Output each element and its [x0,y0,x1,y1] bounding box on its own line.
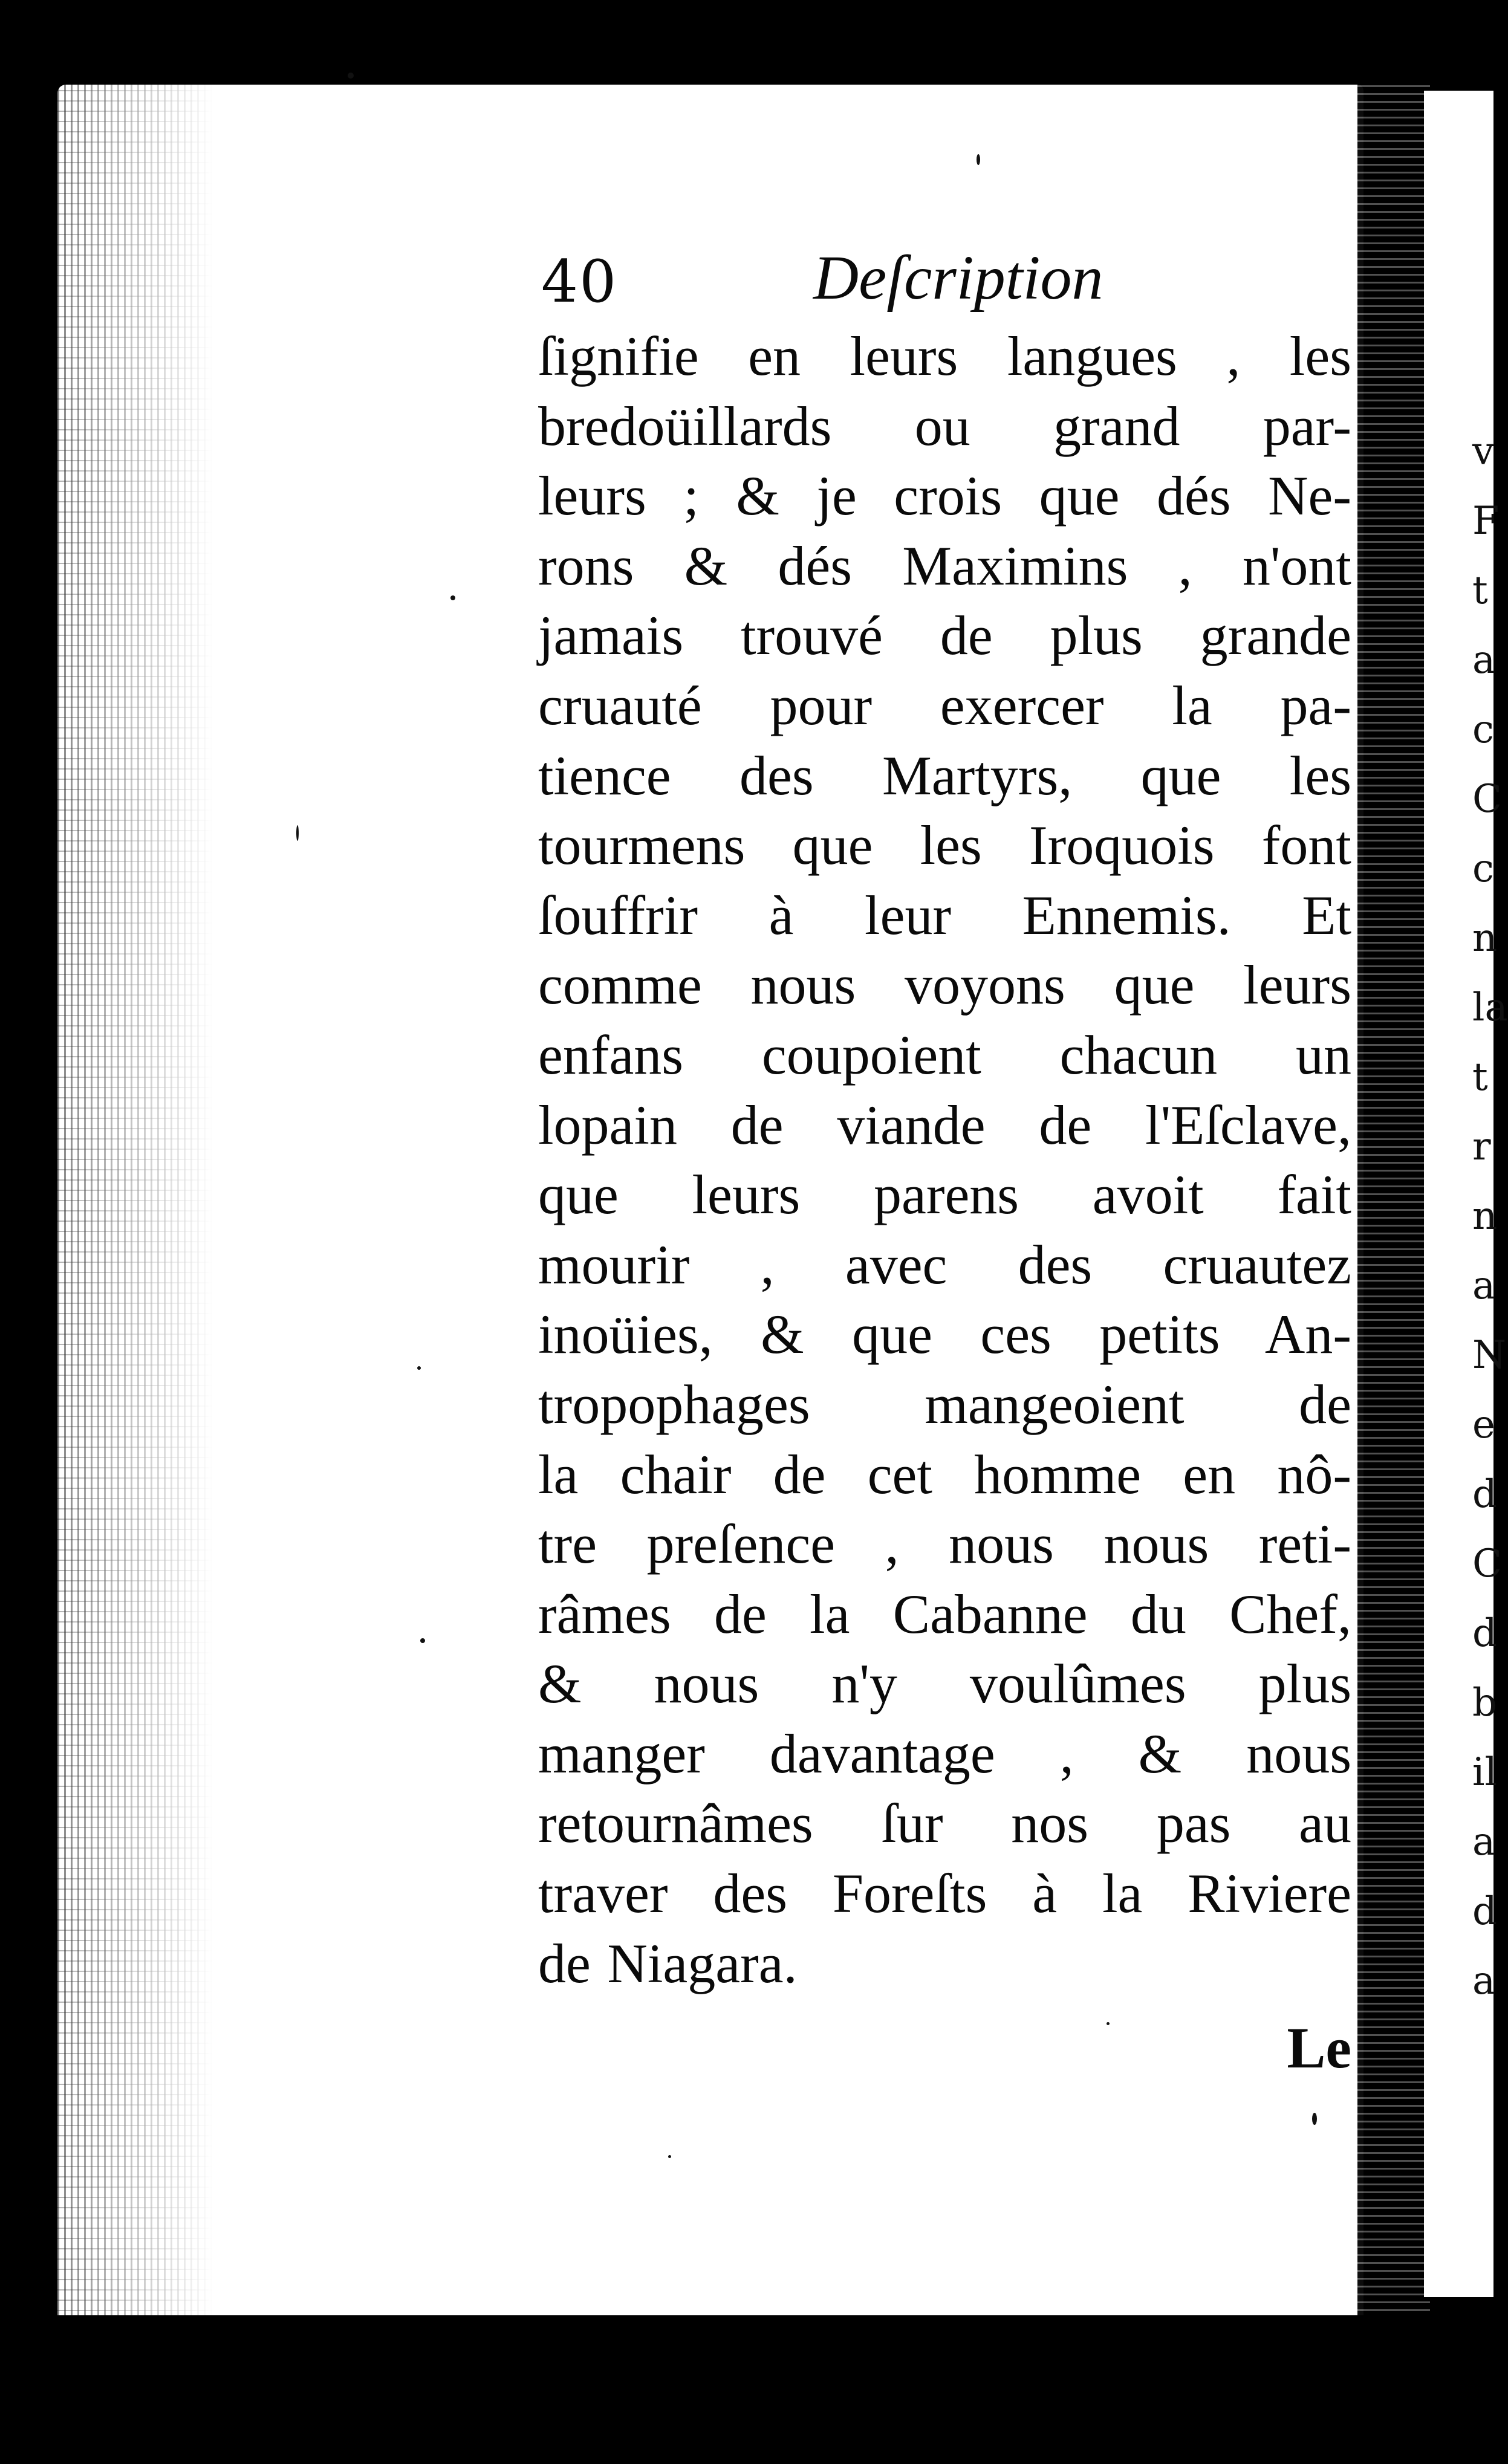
facing-page-letter: C [1472,1542,1502,1586]
facing-page-letter: n [1472,916,1498,961]
facing-page-letter: d [1472,1472,1497,1517]
facing-page-letter: t [1472,1055,1488,1100]
running-title: Deſcription [813,243,1103,313]
dust-speck [420,1638,425,1643]
page-number: 40 [541,248,618,316]
facing-page-letter: t [1472,568,1488,613]
text-line: la chair de cet homme en nô- [538,1443,1351,1505]
text-line: enfans coupoient chacun un [538,1023,1351,1086]
text-line: tience des Martyrs, que les [538,744,1351,806]
facing-page-letter: c [1472,846,1494,891]
dust-speck [668,2155,671,2158]
text-line: comme nous voyons que leurs [538,954,1351,1016]
dust-speck [417,1366,421,1370]
text-line: traver des Foreſts à la Riviere [538,1863,1351,1925]
facing-page-letter: v [1472,429,1495,474]
text-line: inoüies, & que ces petits An- [538,1303,1351,1366]
text-line: tre preſence , nous nous reti- [538,1513,1351,1575]
facing-page-letter: n [1472,1194,1498,1239]
dust-speck [977,154,980,165]
text-line: mourir , avec des cruautez [538,1233,1351,1295]
facing-page-letter: d [1472,1611,1497,1656]
dust-speck [1107,2022,1110,2025]
facing-page-letter: b [1472,1681,1497,1725]
text-line: ſouffrir à leur Ennemis. Et [538,884,1351,946]
text-line: ſignifie en leurs langues , les [538,325,1351,387]
text-line: de Niagara. [538,1932,798,1994]
page-text-block [538,242,1351,2080]
book-spine [1357,85,1430,2321]
text-line: que leurs parens avoit fait [538,1164,1351,1226]
text-line: manger davantage , & nous [538,1722,1351,1785]
text-line: & nous n'y voulûmes plus [538,1653,1351,1715]
facing-page-letter: la [1472,985,1508,1030]
facing-page-letter: a [1472,1820,1496,1864]
dust-speck [450,595,455,600]
text-line: rons & dés Maximins , n'ont [538,534,1351,597]
dust-speck [348,73,354,79]
page-gutter-shadow [57,85,215,2321]
catchword: Le [1287,2015,1351,2080]
text-line: leurs ; & je crois que dés Ne- [538,465,1351,527]
facing-page-letter: c [1472,707,1494,752]
dust-speck [1312,2113,1317,2125]
facing-page-letter: e [1472,1402,1495,1447]
text-line: cruauté pour exercer la pa- [538,674,1351,736]
text-line: retournâmes ſur nos pas au [538,1792,1351,1855]
facing-page-letter: a [1472,638,1496,682]
facing-page-letter: C [1472,777,1502,822]
facing-page-letter: d [1472,1889,1497,1934]
text-line: râmes de la Cabanne du Chef, [538,1583,1351,1645]
facing-page-letter: r [1472,1124,1491,1169]
facing-page-letter: N [1472,1333,1506,1378]
text-line: tourmens que les Iroquois font [538,814,1351,877]
facing-page-edge [1424,91,1508,2297]
text-line: bredoüillards ou grand par- [538,395,1351,457]
running-head [538,242,1351,314]
facing-page-letter: il [1472,1750,1497,1795]
body-text [538,322,1351,1999]
text-line: tropophages mangeoient de [538,1373,1351,1435]
facing-page-letter: F [1472,499,1500,543]
facing-page-letter: a [1472,1263,1496,1308]
text-line: lopain de viande de l'Eſclave, [538,1094,1351,1156]
text-line: jamais trouvé de plus grande [538,605,1351,667]
scan-border-bottom [57,2315,1493,2464]
facing-page-letter: a [1472,1959,1496,2003]
dust-speck [296,825,299,841]
facing-page-fragments [1472,91,1508,2016]
